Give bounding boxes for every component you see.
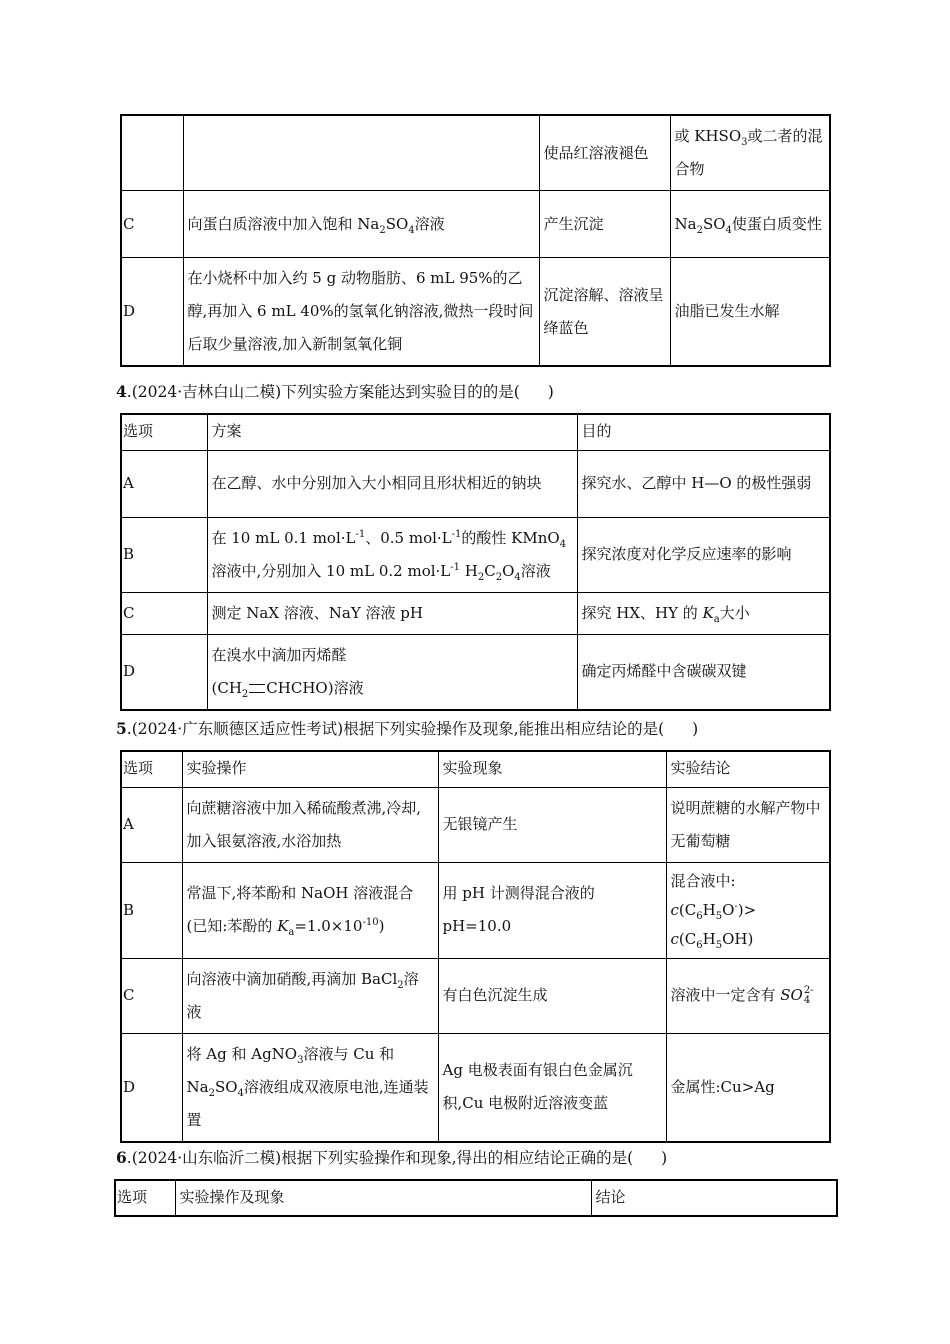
plan-cell: 在 10 mL 0.1 $mol\cdot L^{-1}$、0.5 $mol\cdot L^{-1}$的酸性 KMnO$_4$溶液中,分别加入 10 mL 0.2 $mol\cdot L^{-1}$ $H_2C_2O_4$溶液 bbox=[207, 517, 577, 592]
question-5-table bbox=[120, 750, 831, 1143]
option-cell: D bbox=[121, 258, 183, 367]
table-row bbox=[121, 787, 830, 862]
table-row bbox=[121, 1033, 830, 1142]
goal-cell: 探究水、乙醇中 H—O 的极性强弱 bbox=[577, 450, 830, 517]
table-row bbox=[121, 592, 830, 634]
option-cell: A bbox=[121, 450, 207, 517]
phenomenon-cell: 产生沉淀 bbox=[539, 191, 670, 258]
table-row bbox=[121, 450, 830, 517]
table-header-row bbox=[115, 1180, 837, 1216]
phenomenon-cell: 使品红溶液褪色 bbox=[539, 115, 670, 191]
question-5-stem: 5.(2024·广东顺德区适应性考试)根据下列实验操作及现象,能推出相应结论的是( ) bbox=[116, 719, 699, 738]
method-cell: 向蛋白质溶液中加入饱和 $Na_2SO_4$溶液 bbox=[183, 191, 539, 258]
option-cell: D bbox=[121, 634, 207, 710]
header-option: 选项 bbox=[121, 414, 207, 450]
plan-cell: 在溴水中滴加丙烯醛 ($CH_2$ CHCHO)溶液 bbox=[207, 634, 577, 710]
question-4-table bbox=[120, 413, 831, 711]
conclusion-cell: 金属性:Cu>Ag bbox=[666, 1033, 830, 1142]
option-cell: D bbox=[121, 1033, 182, 1142]
conclusion-cell: 说明蔗糖的水解产物中无葡萄糖 bbox=[666, 787, 830, 862]
option-cell: C bbox=[121, 592, 207, 634]
goal-cell: 探究浓度对化学反应速率的影响 bbox=[577, 517, 830, 592]
option-cell: A bbox=[121, 787, 182, 862]
phenomenon-cell: 沉淀溶解、溶液呈绛蓝色 bbox=[539, 258, 670, 367]
operation-cell: 向溶液中滴加硝酸,再滴加 BaCl$_2$溶液 bbox=[182, 958, 438, 1033]
header-conclusion: 实验结论 bbox=[666, 751, 830, 787]
table-header-row bbox=[121, 414, 830, 450]
conclusion-cell: $Na_2SO_4$使蛋白质变性 bbox=[670, 191, 830, 258]
header-operation: 实验操作及现象 bbox=[175, 1180, 591, 1216]
method-cell bbox=[183, 115, 539, 191]
phenomenon-cell: 用 pH 计测得混合液的 pH=10.0 bbox=[438, 862, 666, 958]
question-4-stem: 4.(2024·吉林白山二模)下列实验方案能达到实验目的的是( ) bbox=[116, 382, 554, 401]
goal-cell: 探究 HX、HY 的 $K_a$大小 bbox=[577, 592, 830, 634]
sulfate-ion: SO 2- 4 bbox=[780, 985, 814, 1006]
double-bond-icon bbox=[249, 684, 265, 693]
option-cell: C bbox=[121, 958, 182, 1033]
header-operation: 实验操作 bbox=[182, 751, 438, 787]
header-goal: 目的 bbox=[577, 414, 830, 450]
table-header-row bbox=[121, 751, 830, 787]
table-row bbox=[121, 862, 830, 958]
operation-cell: 常温下,将苯酚和 NaOH 溶液混合(已知:苯酚的 $K_a=1.0\times 10^{-10}$) bbox=[182, 862, 438, 958]
conclusion-cell: 溶液中一定含有 SO 2- 4 bbox=[666, 958, 830, 1033]
operation-cell: 将 Ag 和 AgNO$_3$溶液与 Cu 和 $Na_2SO_4$溶液组成双液原电池,连通装置 bbox=[182, 1033, 438, 1142]
phenomenon-cell: 无银镜产生 bbox=[438, 787, 666, 862]
header-phenomenon: 实验现象 bbox=[438, 751, 666, 787]
question-number: 5 bbox=[116, 719, 127, 738]
conclusion-cell: 混合液中: $c(C_6H_5O^-)>$ $c(C_6H_5OH)$ bbox=[666, 862, 830, 958]
table-row bbox=[121, 958, 830, 1033]
table-row bbox=[121, 258, 830, 367]
question-number: 4 bbox=[116, 382, 127, 401]
plan-cell: 在乙醇、水中分别加入大小相同且形状相近的钠块 bbox=[207, 450, 577, 517]
question-6-stem: 6.(2024·山东临沂二模)根据下列实验操作和现象,得出的相应结论正确的是( ) bbox=[116, 1148, 668, 1167]
table-row bbox=[121, 517, 830, 592]
option-cell bbox=[121, 115, 183, 191]
header-option: 选项 bbox=[121, 751, 182, 787]
goal-cell: 确定丙烯醛中含碳碳双键 bbox=[577, 634, 830, 710]
phenomenon-cell: Ag 电极表面有银白色金属沉积,Cu 电极附近溶液变蓝 bbox=[438, 1033, 666, 1142]
question-number: 6 bbox=[116, 1148, 127, 1167]
table-row bbox=[121, 115, 830, 191]
question-6-table bbox=[114, 1179, 838, 1217]
header-option: 选项 bbox=[115, 1180, 175, 1216]
conclusion-cell: 或 $KHSO_3$或二者的混合物 bbox=[670, 115, 830, 191]
option-cell: B bbox=[121, 517, 207, 592]
table-row bbox=[121, 191, 830, 258]
option-cell: B bbox=[121, 862, 182, 958]
header-conclusion: 结论 bbox=[591, 1180, 837, 1216]
header-plan: 方案 bbox=[207, 414, 577, 450]
table-continued bbox=[120, 114, 831, 367]
table-row bbox=[121, 634, 830, 710]
phenomenon-cell: 有白色沉淀生成 bbox=[438, 958, 666, 1033]
method-cell: 在小烧杯中加入约 5 g 动物脂肪、6 mL 95%的乙醇,再加入 6 mL 40%的氢氧化钠溶液,微热一段时间后取少量溶液,加入新制氢氧化铜 bbox=[183, 258, 539, 367]
conclusion-cell: 油脂已发生水解 bbox=[670, 258, 830, 367]
option-cell: C bbox=[121, 191, 183, 258]
operation-cell: 向蔗糖溶液中加入稀硫酸煮沸,冷却,加入银氨溶液,水浴加热 bbox=[182, 787, 438, 862]
plan-cell: 测定 NaX 溶液、NaY 溶液 pH bbox=[207, 592, 577, 634]
